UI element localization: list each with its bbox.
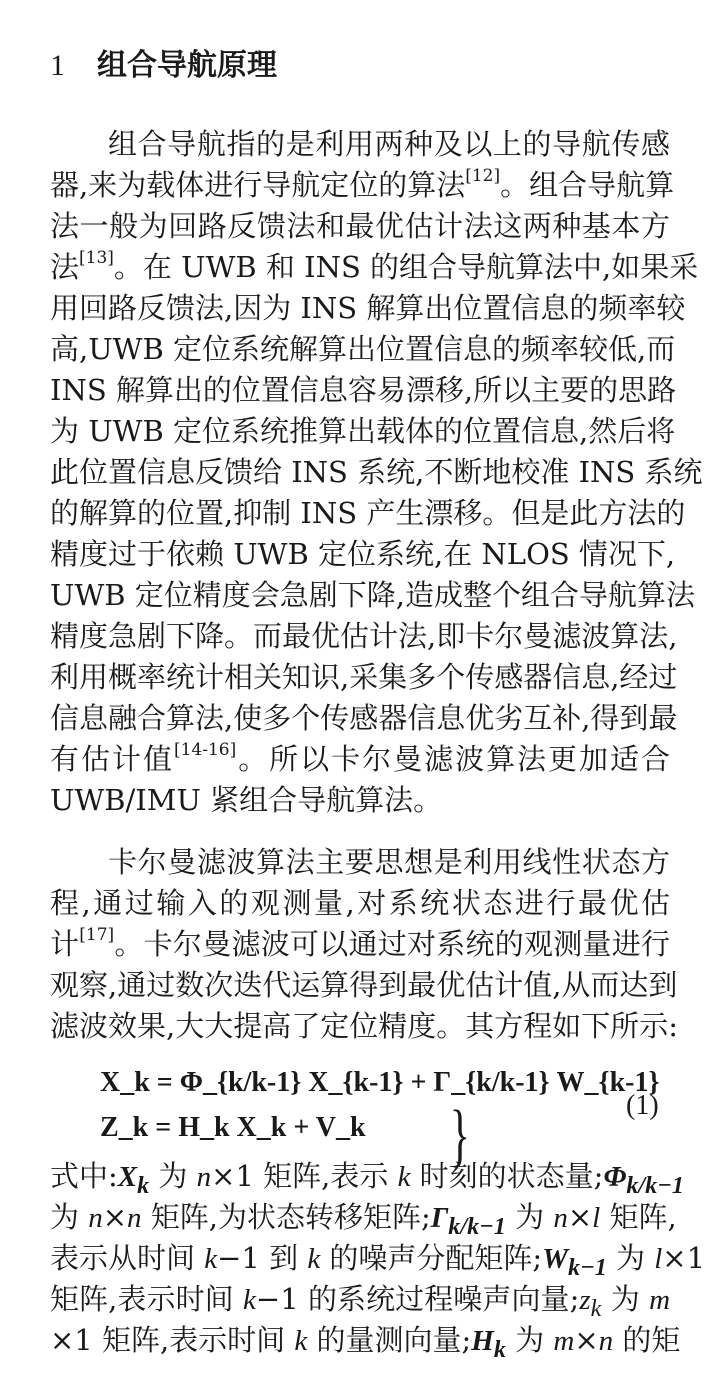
paragraph-line: 此位置信息反馈给 INS 系统,不断地校准 INS 系统 <box>50 455 703 489</box>
paragraph-line: 利用概率统计相关知识,采集多个传感器信息,经过 <box>50 660 678 694</box>
paragraph-line: 精度过于依赖 UWB 定位系统,在 NLOS 情况下, <box>50 537 676 571</box>
paragraph-line: 为 n×n 矩阵,为状态转移矩阵$;\Gamma_{k/k-1}$ 为 n×l 矩阵, <box>50 1200 677 1240</box>
paragraph-line: 滤波效果,大大提高了定位精度。其方程如下所示: <box>50 1009 678 1043</box>
paragraph-line: UWB/IMU 紧组合导航算法。 <box>50 783 443 817</box>
paragraph-line: 为 UWB 定位系统推算出载体的位置信息,然后将 <box>50 414 676 448</box>
paragraph-line: 用回路反馈法,因为 INS 解算出位置信息的频率较 <box>50 291 686 325</box>
paragraph-line: 表示从时间 k−1 到 k 的噪声分配矩阵$;W_{k-1}$ 为 l×1 <box>50 1241 705 1281</box>
paragraph-line: 法[13]。在 UWB 和 INS 的组合导航算法中,如果采 <box>50 248 699 284</box>
paragraph-line: 法一般为回路反馈法和最优估计法这两种基本方 <box>50 209 670 243</box>
section-number: 1 <box>50 49 65 82</box>
paragraph-line: 高,UWB 定位系统解算出位置信息的频率较低,而 <box>50 332 676 366</box>
paragraph-line: UWB 定位精度会急剧下降,造成整个组合导航算法 <box>50 578 695 612</box>
paragraph-line: 信息融合算法,使多个传感器信息优劣互补,得到最 <box>50 701 678 735</box>
paragraph-line: 计[17]。卡尔曼滤波可以通过对系统的观测量进行 <box>50 925 670 961</box>
equation-brace: } <box>449 1097 470 1174</box>
paragraph-line: 矩阵,表示时间 k−1 的系统过程噪声向量$;z_k$ 为 m <box>50 1282 671 1322</box>
citation: [17] <box>79 925 115 945</box>
paragraph-line: 式中$:X_k$ 为 n×1 矩阵,表示 k 时刻的状态量$;\Phi_{k/k-1}$ <box>50 1159 684 1199</box>
paragraph-line: 组合导航指的是利用两种及以上的导航传感 <box>108 127 670 161</box>
paragraph-line: 的解算的位置,抑制 INS 产生漂移。但是此方法的 <box>50 496 686 530</box>
paragraph-line: INS 解算出的位置信息容易漂移,所以主要的思路 <box>50 373 677 407</box>
section-title: 组合导航原理 <box>97 48 277 83</box>
paragraph-line: 观察,通过数次迭代运算得到最优估计值,从而达到 <box>50 968 678 1002</box>
paragraph-line: ×1 矩阵,表示时间 k 的量测向量$;H_k$ 为 m×n 的矩 <box>50 1323 681 1363</box>
paragraph-line: 器,来为载体进行导航定位的算法[12]。组合导航算 <box>50 166 675 202</box>
citation: [12] <box>465 166 501 186</box>
equation-line-1: X_k = Φ_{k/k-1} X_{k-1} + Γ_{k/k-1} W_{k-1} <box>100 1067 660 1098</box>
paragraph-line: 精度急剧下降。而最优估计法,即卡尔曼滤波算法, <box>50 619 678 653</box>
equation-number: (1) <box>626 1090 659 1121</box>
equation-line-2: Z_k = H_k X_k + V_k <box>100 1112 366 1143</box>
paragraph-line: 程,通过输入的观测量,对系统状态进行最优估 <box>50 886 670 920</box>
section-heading <box>50 40 277 84</box>
citation: [14-16] <box>173 740 237 760</box>
paragraph-line: 卡尔曼滤波算法主要思想是利用线性状态方 <box>108 845 670 879</box>
citation: [13] <box>79 248 114 268</box>
paragraph-line: 有估计值[14-16]。所以卡尔曼滤波算法更加适合 <box>50 740 670 776</box>
